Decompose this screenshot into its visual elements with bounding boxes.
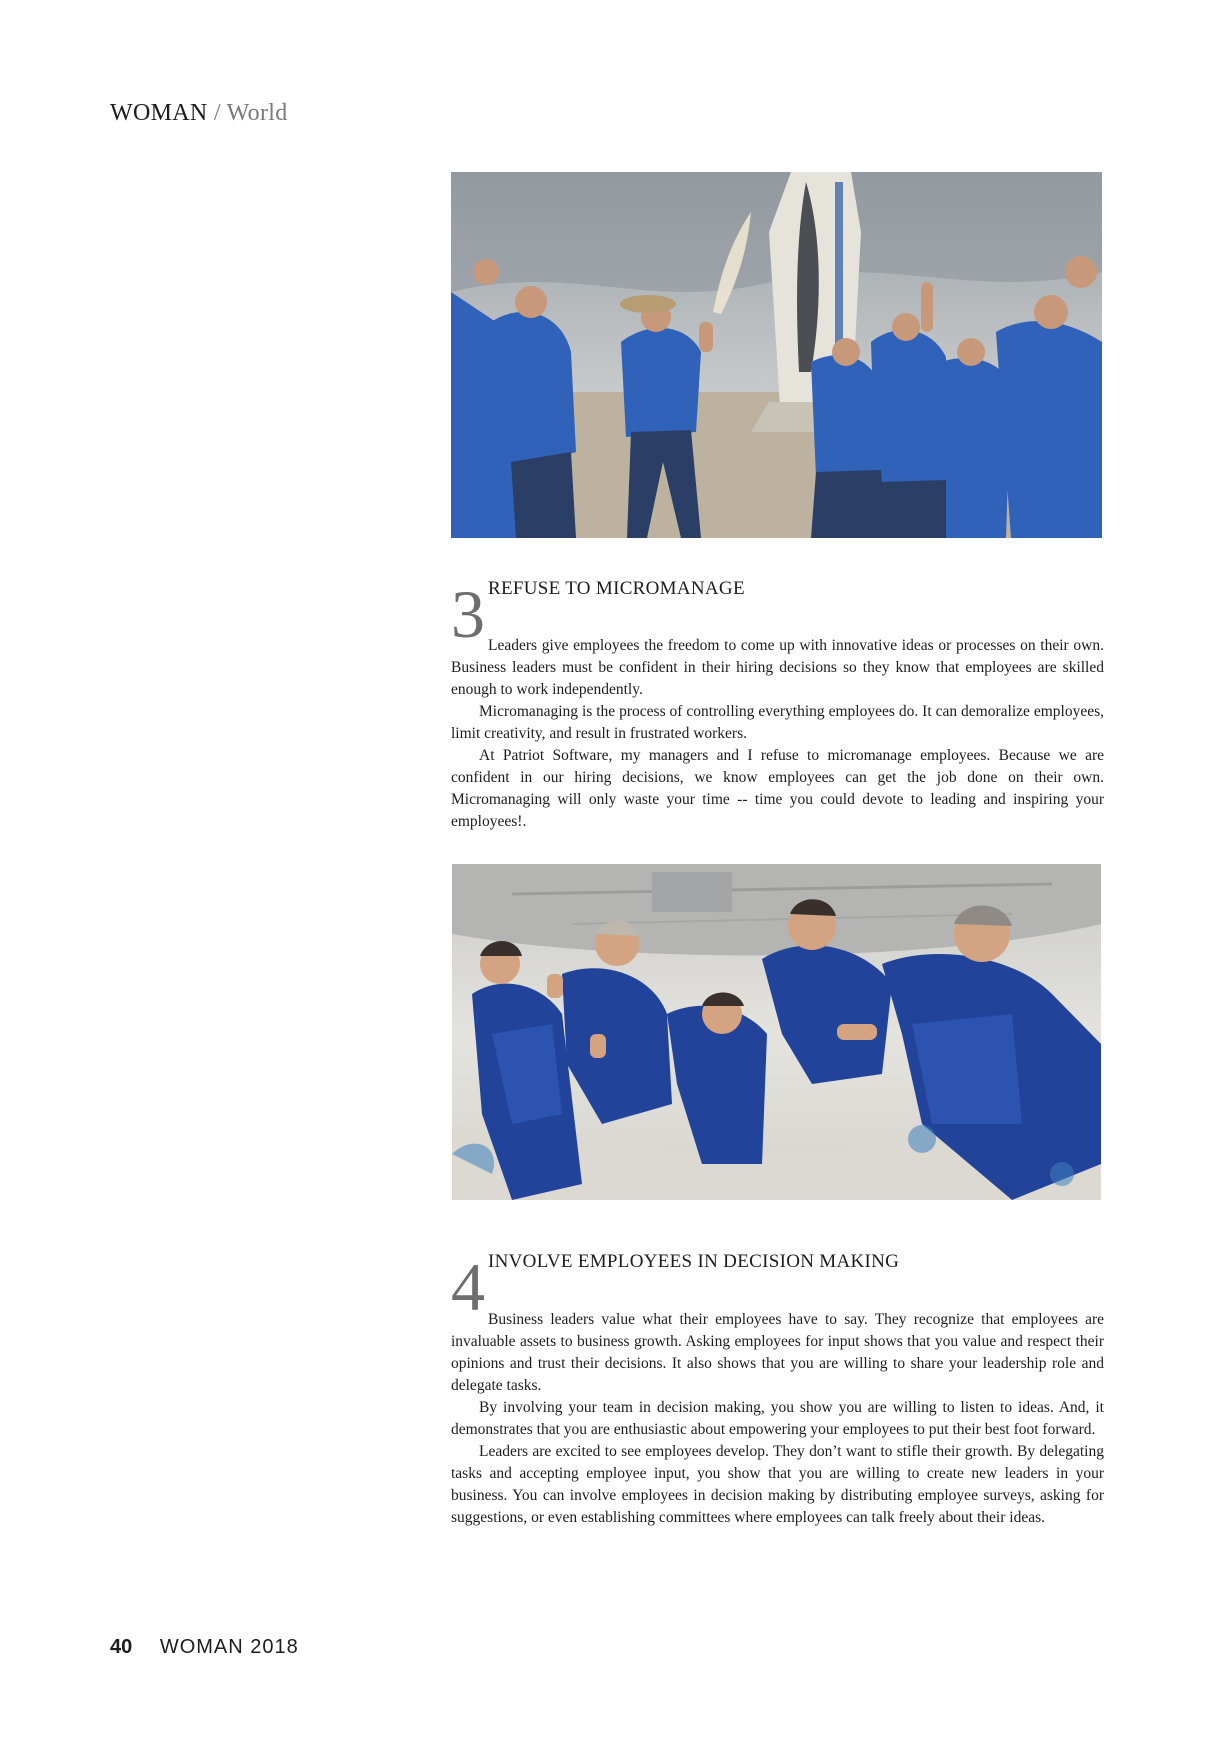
tip-number: 3 bbox=[451, 576, 485, 652]
tip-body bbox=[451, 635, 1104, 833]
tip-title: REFUSE TO MICROMANAGE bbox=[488, 578, 745, 599]
photo-rocket-celebration bbox=[451, 172, 1102, 538]
photo-zero-gravity-image bbox=[452, 864, 1101, 1200]
running-header bbox=[110, 100, 288, 127]
paragraph: Micromanaging is the process of controlling everything employees do. It can demoralize employees, limit creativity, and result in frustrated workers. bbox=[451, 703, 1104, 742]
paragraph: Leaders are excited to see employees develop. They don’t want to stifle their growth. By delegating tasks and accepting employee input, you show that you are willing to create new leaders in your business. You can involve employees in decision making by distributing employee surveys, asking for suggestions, or even establishing committees where employees can talk freely about their ideas. bbox=[451, 1443, 1104, 1526]
page-footer bbox=[110, 1636, 299, 1659]
paragraph: Leaders give employees the freedom to come up with innovative ideas or processes on their own. Business leaders must be confident in their hiring decisions so they know that employees are skilled enough to work independently. bbox=[451, 637, 1104, 698]
header-separator: / bbox=[213, 100, 221, 126]
photo-zero-gravity bbox=[452, 864, 1101, 1200]
magazine-name: WOMAN bbox=[110, 100, 208, 126]
paragraph: At Patriot Software, my managers and I refuse to micromanage employees. Because we are confident in our hiring decisions, we know employees can get the job done on their own. Micromanaging will only waste your time -- time you could devote to leading and inspiring your employees!. bbox=[451, 747, 1104, 830]
page-number: 40 bbox=[110, 1636, 133, 1658]
section-name: World bbox=[226, 100, 288, 126]
tip-title: INVOLVE EMPLOYEES IN DECISION MAKING bbox=[488, 1251, 900, 1272]
photo-rocket-celebration-image bbox=[451, 172, 1102, 538]
tip-number: 4 bbox=[451, 1249, 485, 1325]
tip-body bbox=[451, 1309, 1104, 1529]
paragraph: By involving your team in decision making, you show you are willing to listen to ideas. And, it demonstrates that you are enthusiastic about empowering your employees to put their best foot forward. bbox=[451, 1399, 1104, 1438]
publication-name: WOMAN 2018 bbox=[159, 1636, 299, 1658]
paragraph: Business leaders value what their employees have to say. They recognize that employees are invaluable assets to business growth. Asking employees for input shows that you value and respect their opinions and trust their decisions. It also shows that you are willing to share your leadership role and delegate tasks. bbox=[451, 1311, 1104, 1394]
